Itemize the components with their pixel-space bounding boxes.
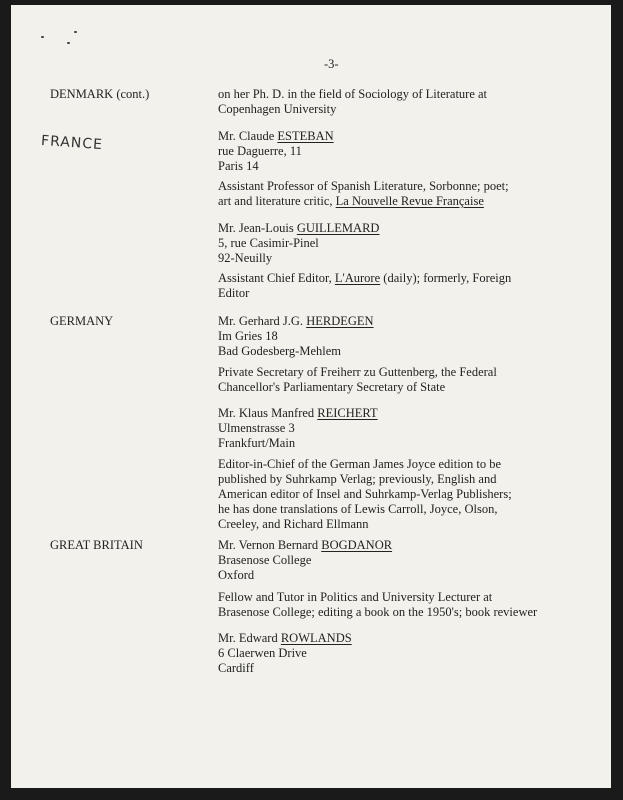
address-line: Frankfurt/Main [218, 436, 296, 450]
country-label-germany: GERMANY [50, 314, 114, 328]
country-label-great-britain: GREAT BRITAIN [50, 538, 143, 552]
address-line: Im Gries 18 [218, 329, 278, 343]
person-name: Mr. Jean-Louis GUILLEMARD [218, 221, 380, 235]
description-line: Chancellor's Parliamentary Secretary of State [218, 380, 446, 394]
ink-speck [74, 31, 77, 33]
address-line: Paris 14 [218, 159, 259, 173]
publication-title: La Nouvelle Revue Française [335, 194, 484, 208]
address-line: Cardiff [218, 661, 254, 675]
address-line: 6 Claerwen Drive [218, 646, 307, 660]
handwritten-note: FRANCE [40, 132, 104, 154]
publication-title: L'Aurore [334, 271, 381, 285]
country-label-denmark: DENMARK (cont.) [50, 87, 150, 101]
description-line: American editor of Insel and Suhrkamp-Verlag Publishers; [218, 487, 512, 501]
description-line: he has done translations of Lewis Carroll, Joyce, Olson, [218, 502, 498, 516]
address-line: Ulmenstrasse 3 [218, 421, 295, 435]
person-surname: GUILLEMARD [296, 221, 380, 235]
person-name: Mr. Klaus Manfred REICHERT [218, 406, 378, 420]
person-name: Mr. Vernon Bernard BOGDANOR [218, 538, 393, 552]
person-surname: HERDEGEN [306, 314, 374, 328]
description-line: Fellow and Tutor in Politics and University Lecturer at [218, 590, 493, 604]
description-line: Assistant Professor of Spanish Literature, Sorbonne; poet; [218, 179, 509, 193]
description-line: Assistant Chief Editor, L'Aurore (daily); formerly, Foreign [218, 271, 512, 285]
address-line: Bad Godesberg-Mehlem [218, 344, 342, 358]
ink-speck [41, 36, 44, 38]
address-line: rue Daguerre, 11 [218, 144, 302, 158]
person-surname: ROWLANDS [280, 631, 352, 645]
description-line: Editor [218, 286, 250, 300]
address-line: Brasenose College [218, 553, 312, 567]
description-line: published by Suhrkamp Verlag; previously, English and [218, 472, 497, 486]
description-line: Creeley, and Richard Ellmann [218, 517, 369, 531]
text-line: Copenhagen University [218, 102, 337, 116]
person-name: Mr. Edward ROWLANDS [218, 631, 352, 645]
description-line: Editor-in-Chief of the German James Joyce edition to be [218, 457, 502, 471]
person-surname: REICHERT [317, 406, 378, 420]
text-line: on her Ph. D. in the field of Sociology of Literature at [218, 87, 488, 101]
description-line: art and literature critic, La Nouvelle Revue Française [218, 194, 484, 208]
description-line: Private Secretary of Freiherr zu Guttenberg, the Federal [218, 365, 497, 379]
description-line: Brasenose College; editing a book on the 1950's; book reviewer [218, 605, 538, 619]
person-name: Mr. Gerhard J.G. HERDEGEN [218, 314, 374, 328]
document-page [11, 5, 611, 788]
address-line: 92-Neuilly [218, 251, 273, 265]
person-surname: ESTEBAN [277, 129, 334, 143]
page-number: -3- [324, 57, 339, 71]
ink-speck [67, 42, 70, 44]
person-name: Mr. Claude ESTEBAN [218, 129, 334, 143]
address-line: 5, rue Casimir-Pinel [218, 236, 319, 250]
address-line: Oxford [218, 568, 255, 582]
person-surname: BOGDANOR [321, 538, 393, 552]
